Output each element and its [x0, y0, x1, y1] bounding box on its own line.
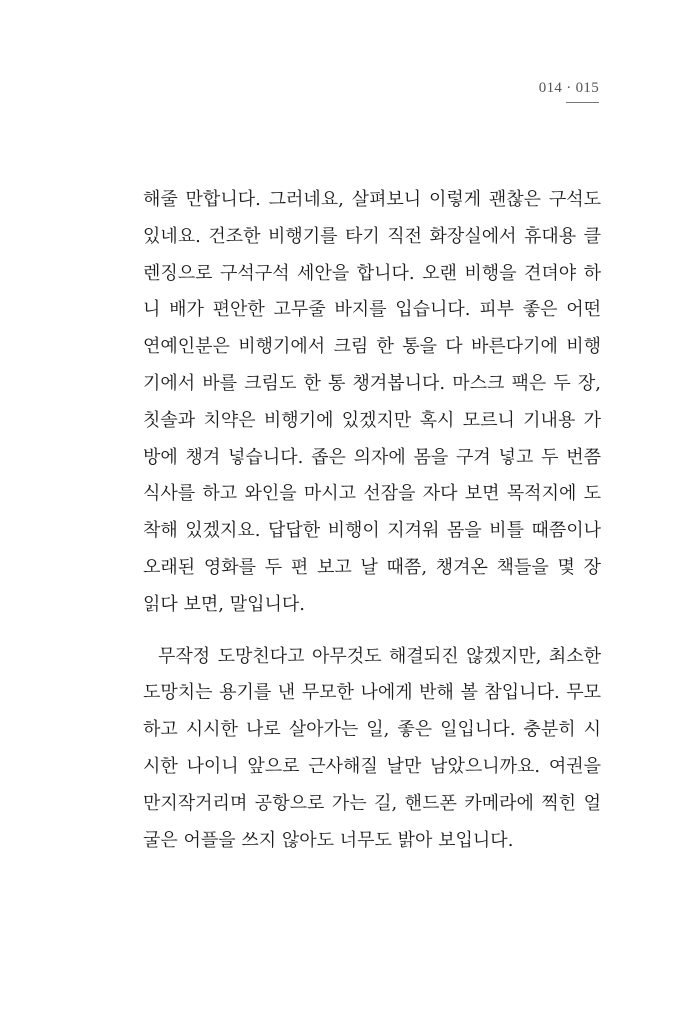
text-line: 칫솔과 치약은 비행기에 있겠지만 혹시 모르니 기내용 가	[143, 409, 601, 431]
text-line: 읽다 보면, 말입니다.	[143, 593, 305, 615]
text-line: 무작정 도망친다고 아무것도 해결되진 않겠지만, 최소한	[143, 645, 601, 667]
paragraph-1	[143, 182, 601, 624]
text-line: 만지작거리며 공항으로 가는 길, 핸드폰 카메라에 찍힌 얼	[143, 792, 601, 814]
text-line: 착해 있겠지요. 답답한 비행이 지겨워 몸을 비틀 때쯤이나	[143, 520, 601, 542]
text-line: 굴은 어플을 쓰지 않아도 너무도 밝아 보입니다.	[143, 829, 514, 851]
page-number-rule	[566, 102, 599, 103]
text-line: 연예인분은 비행기에서 크림 한 통을 다 바른다기에 비행	[143, 336, 601, 358]
text-line: 식사를 하고 와인을 마시고 선잠을 자다 보면 목적지에 도	[143, 483, 601, 505]
text-line: 시한 나이니 앞으로 근사해질 날만 남았으니까요. 여권을	[143, 755, 601, 777]
body-text	[143, 182, 601, 859]
text-line: 기에서 바를 크림도 한 통 챙겨봅니다. 마스크 팩은 두 장,	[143, 372, 601, 394]
paragraph-gap	[143, 624, 601, 639]
text-line: 니 배가 편안한 고무줄 바지를 입습니다. 피부 좋은 어떤	[143, 299, 601, 321]
text-line: 방에 챙겨 넣습니다. 좁은 의자에 몸을 구겨 넣고 두 번쯤	[143, 446, 601, 468]
text-line: 해줄 만합니다. 그러네요, 살펴보니 이렇게 괜찮은 구석도	[143, 189, 601, 210]
text-line: 렌징으로 구석구석 세안을 합니다. 오랜 비행을 견뎌야 하	[143, 262, 601, 284]
text-line: 오래된 영화를 두 편 보고 날 때쯤, 챙겨온 책들을 몇 장	[143, 556, 601, 578]
text-line: 하고 시시한 나로 살아가는 일, 좋은 일입니다. 충분히 시	[143, 719, 601, 741]
page-number: 014 · 015	[538, 80, 599, 96]
text-line: 있네요. 건조한 비행기를 타기 직전 화장실에서 휴대용 클	[143, 225, 601, 247]
paragraph-2	[143, 639, 601, 860]
text-line: 도망치는 용기를 낸 무모한 나에게 반해 볼 참입니다. 무모	[143, 682, 601, 704]
